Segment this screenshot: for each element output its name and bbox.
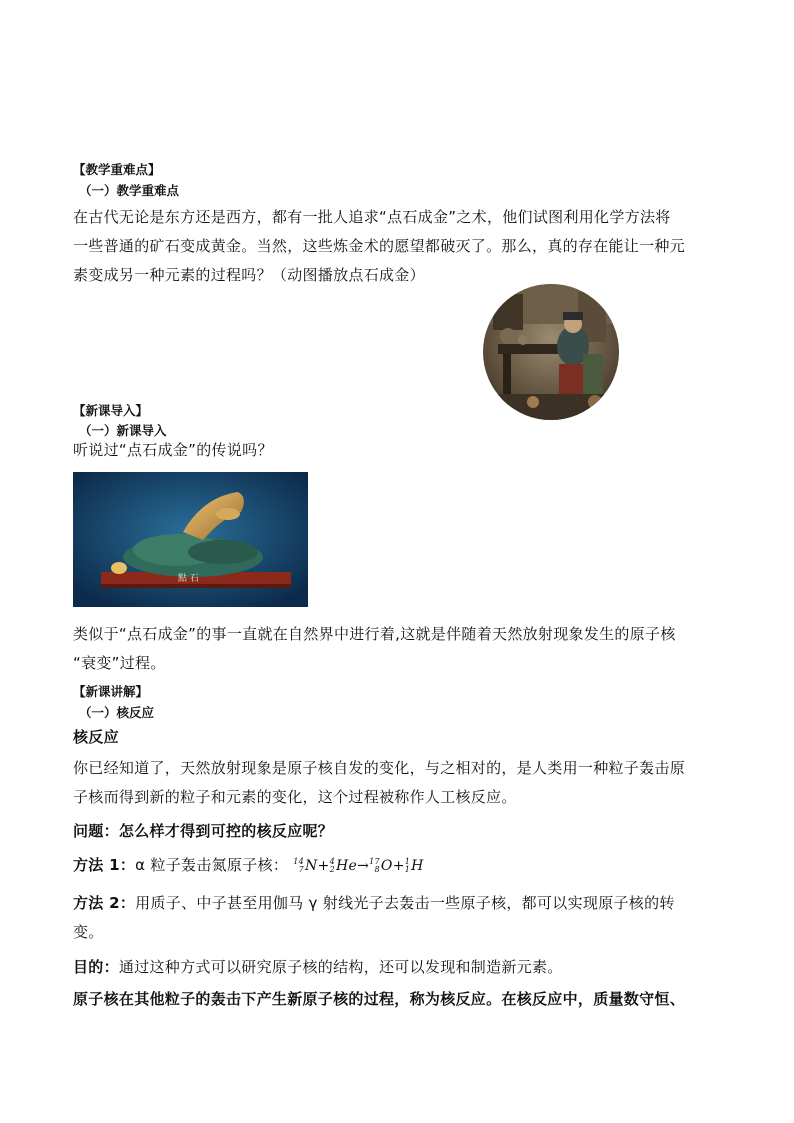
purpose-text: 通过这种方式可以研究原子核的结构，还可以发现和制造新元素。: [118, 958, 563, 976]
method-1-text: α 粒子轰击氮原子核：: [135, 856, 289, 874]
oxygen-isotope: 17 8: [369, 857, 380, 874]
nitrogen-isotope: 14 7: [293, 857, 304, 874]
subsection-title-key-points: （一）教学重难点: [79, 183, 180, 198]
method-1-label: 方法 1：: [73, 856, 136, 874]
method-2-label: 方法 2：: [73, 894, 136, 912]
subsection-title-new-lesson-intro: （一）新课导入: [79, 423, 167, 438]
intro-after-paragraph: [73, 620, 738, 678]
section-title-key-points: 【教学重难点】: [73, 162, 161, 177]
nuclear-equation: 14 7 N+ 4 2 He→ 17 8 O+ 1 1 H: [293, 857, 424, 874]
section-title-lecture: 【新课讲解】: [73, 684, 149, 699]
method-1-line: [73, 851, 424, 881]
paragraph-line: 素变成另一种元素的过程吗？（动图播放点石成金）: [73, 266, 425, 284]
method-2-paragraph: [73, 889, 738, 947]
paragraph-line: 用质子、中子甚至用伽马 γ 射线光子去轰击一些原子核，都可以实现原子核的转: [135, 894, 675, 912]
purpose-label: 目的：: [73, 958, 119, 976]
paragraph-line: 你已经知道了，天然放射现象是原子核自发的变化，与之相对的，是人类用一种粒子轰击原: [73, 759, 686, 777]
hydrogen-isotope: 1 1: [404, 857, 411, 874]
paragraph-line: 在古代无论是东方还是西方，都有一批人追求“点石成金”之术，他们试图利用化学方法将: [73, 208, 671, 226]
intro-question: 听说过“点石成金”的传说吗？: [73, 441, 273, 459]
paragraph-line: 子核而得到新的粒子和元素的变化，这个过程被称作人工核反应。: [73, 788, 517, 806]
subsection-title-lecture: （一）核反应: [79, 705, 155, 720]
paragraph-line: 变。: [73, 923, 104, 941]
paragraph-line: 一些普通的矿石变成黄金。当然，这些炼金术的愿望都破灭了。那么，真的存在能让一种元: [73, 237, 686, 255]
helium-isotope: 4 2: [329, 857, 335, 874]
key-points-paragraph: [73, 203, 733, 290]
question-line: 问题：怎么样才得到可控的核反应呢？: [73, 822, 334, 840]
touchstone-image: [73, 472, 308, 607]
alchemist-image: [483, 284, 619, 420]
stone-label: 點 石: [178, 574, 199, 584]
definition-line: 原子核在其他粒子的轰击下产生新原子核的过程，称为核反应。在核反应中，质量数守恒、: [73, 990, 686, 1008]
topic-heading: 核反应: [73, 728, 119, 746]
lecture-paragraph: [73, 754, 738, 812]
paragraph-line: “衰变”过程。: [73, 654, 166, 672]
purpose-line: [73, 953, 563, 982]
section-title-new-lesson-intro: 【新课导入】: [73, 403, 149, 418]
paragraph-line: 类似于“点石成金”的事一直就在自然界中进行着,这就是伴随着天然放射现象发生的原子核: [73, 625, 676, 643]
